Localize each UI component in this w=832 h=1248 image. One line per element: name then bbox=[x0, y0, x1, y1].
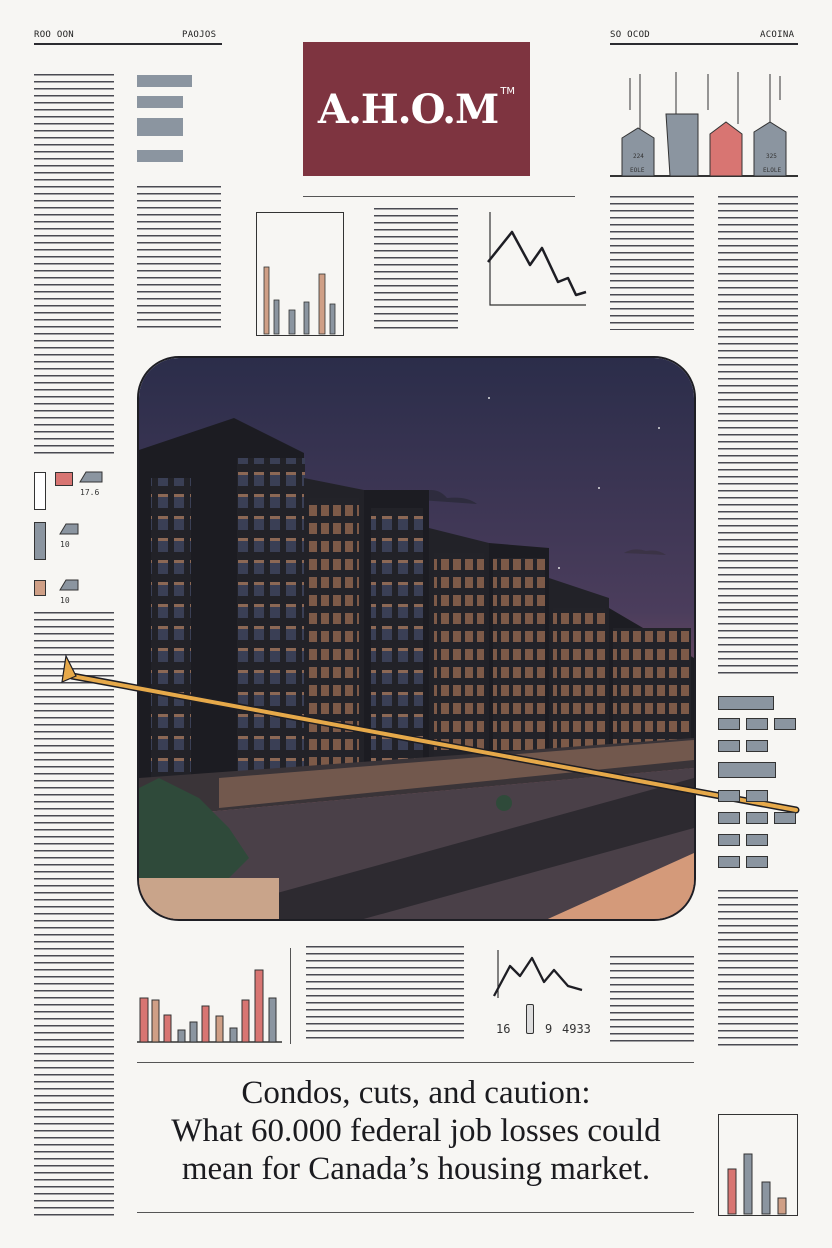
bar bbox=[269, 998, 276, 1042]
bar bbox=[255, 970, 263, 1042]
bar bbox=[304, 302, 309, 334]
bar bbox=[230, 1028, 237, 1042]
grey-block bbox=[746, 740, 768, 752]
bar bbox=[152, 1000, 159, 1042]
chart-readout-3: 4933 bbox=[562, 1022, 591, 1036]
tag-icon bbox=[58, 578, 80, 592]
grey-block bbox=[718, 790, 740, 802]
grey-block bbox=[718, 834, 740, 846]
text-column-left-top bbox=[34, 74, 114, 454]
grey-block bbox=[746, 790, 768, 802]
column-divider bbox=[290, 948, 291, 1044]
legend-value: 10 bbox=[60, 540, 70, 549]
headline bbox=[100, 1074, 732, 1188]
grey-block bbox=[137, 118, 183, 136]
headline-line-2: What 60.000 federal job losses could bbox=[171, 1113, 661, 1149]
bar bbox=[178, 1030, 185, 1042]
text-column-right-inner bbox=[610, 196, 694, 330]
bar bbox=[140, 998, 148, 1042]
masthead-left-2: PAOJOS bbox=[182, 30, 217, 40]
progress-pill bbox=[526, 1004, 534, 1034]
text-column-bottom-centre bbox=[306, 946, 464, 1040]
chart-readout-1: 16 bbox=[496, 1022, 511, 1036]
condo-scene bbox=[139, 358, 696, 921]
house-subtitle: ELOLE bbox=[763, 167, 782, 174]
condo-illustration bbox=[137, 356, 696, 921]
masthead-right-1: SO OCOD bbox=[610, 30, 651, 40]
tower-icon bbox=[666, 114, 698, 176]
mini-bar-chart-bottom bbox=[718, 1114, 798, 1216]
legend-swatch bbox=[34, 580, 46, 596]
grey-block bbox=[774, 812, 796, 824]
headline-bottom-rule bbox=[137, 1212, 694, 1213]
bar bbox=[289, 310, 295, 334]
headline-line-1: Condos, cuts, and caution: bbox=[241, 1075, 591, 1111]
house-subtitle: EOLE bbox=[630, 167, 645, 174]
bar bbox=[164, 1015, 171, 1042]
logo-underline bbox=[303, 196, 575, 197]
grey-block bbox=[718, 718, 740, 730]
bar bbox=[762, 1182, 770, 1214]
grey-block bbox=[774, 718, 796, 730]
bar bbox=[190, 1022, 197, 1042]
grey-block bbox=[137, 75, 192, 87]
grey-block bbox=[137, 150, 183, 162]
bar bbox=[728, 1169, 736, 1214]
grey-block bbox=[718, 762, 776, 778]
masthead-left-1: ROO OON bbox=[34, 30, 75, 40]
text-column-bottom-right bbox=[610, 956, 694, 1046]
legend-value: 17.6 bbox=[80, 488, 100, 497]
bar bbox=[216, 1016, 223, 1042]
bar bbox=[242, 1000, 249, 1042]
headline-top-rule bbox=[137, 1062, 694, 1063]
masthead-right-2: ACOINA bbox=[760, 30, 795, 40]
legend-swatch bbox=[34, 472, 46, 510]
grey-block bbox=[746, 856, 768, 868]
line-chart-top bbox=[486, 210, 590, 310]
text-column-centre bbox=[374, 208, 458, 330]
grey-block bbox=[718, 812, 740, 824]
tag-icon bbox=[58, 522, 80, 536]
mini-bar-chart bbox=[256, 212, 344, 336]
bar bbox=[744, 1154, 752, 1214]
bar bbox=[264, 267, 269, 334]
bar bbox=[202, 1006, 209, 1042]
text-column-second bbox=[137, 186, 221, 332]
grey-block bbox=[718, 740, 740, 752]
house-label: 224 bbox=[633, 153, 644, 160]
bar bbox=[330, 304, 335, 334]
trademark-mark: TM bbox=[500, 85, 516, 97]
grey-block bbox=[718, 856, 740, 868]
text-column-right-lower bbox=[718, 890, 798, 1050]
bottom-bar-chart bbox=[137, 960, 282, 1046]
house-label: 325 bbox=[766, 153, 777, 160]
legend-value: 10 bbox=[60, 596, 70, 605]
house-icon bbox=[710, 122, 742, 176]
housing-infographic bbox=[610, 70, 798, 182]
grey-block bbox=[746, 718, 768, 730]
chart-readout-2: 9 bbox=[545, 1022, 553, 1036]
text-column-right bbox=[718, 196, 798, 676]
grey-block bbox=[137, 96, 183, 108]
logo-text: A.H.O.M bbox=[317, 85, 499, 133]
bar bbox=[319, 274, 325, 334]
grey-block bbox=[746, 834, 768, 846]
grey-block bbox=[718, 696, 774, 710]
grey-block bbox=[746, 812, 768, 824]
tag-icon bbox=[78, 470, 104, 484]
line-chart-bottom bbox=[492, 948, 596, 1008]
legend-swatch bbox=[34, 522, 46, 560]
masthead-rule-left bbox=[34, 43, 222, 45]
rope-line bbox=[60, 648, 800, 818]
headline-line-3: mean for Canada’s housing market. bbox=[181, 1151, 651, 1187]
brand-logo[interactable] bbox=[303, 42, 530, 176]
legend-swatch bbox=[55, 472, 73, 486]
bar bbox=[778, 1198, 786, 1214]
bar bbox=[274, 300, 279, 334]
masthead-rule-right bbox=[610, 43, 798, 45]
